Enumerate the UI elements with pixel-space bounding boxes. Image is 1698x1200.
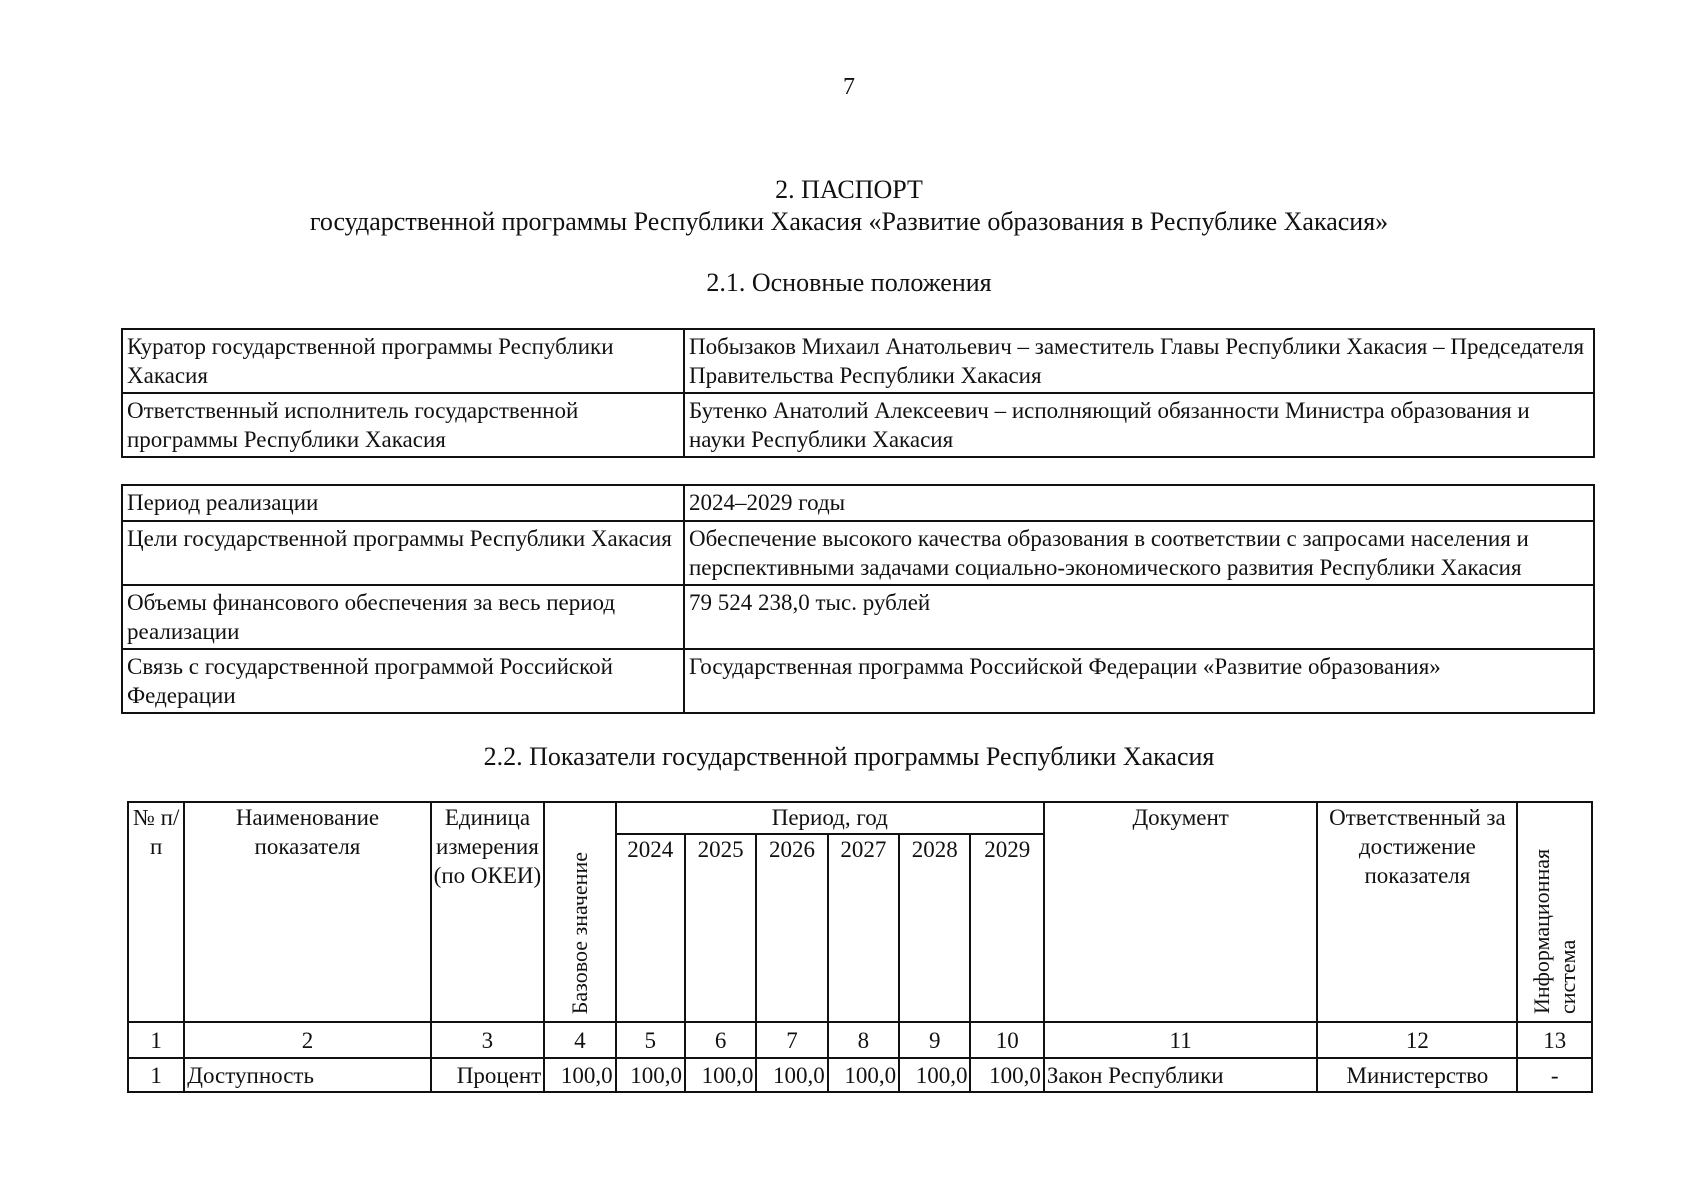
header-year: 2029 xyxy=(970,834,1043,1022)
column-number: 10 xyxy=(970,1022,1043,1058)
header-document: Документ xyxy=(1044,802,1317,1022)
table-row xyxy=(122,485,1594,521)
basic-provisions-table-2 xyxy=(121,484,1595,714)
section-indicators: 2.2. Показатели государственной программы Республики Хакасия xyxy=(483,742,1215,771)
column-number: 7 xyxy=(756,1022,827,1058)
row-label: Объемы финансового обеспечения за весь период реализации xyxy=(122,585,684,649)
column-number: 9 xyxy=(899,1022,970,1058)
header-period: Период, год xyxy=(616,802,1044,834)
row-value: Побызаков Михаил Анатольевич – заместитель Главы Республики Хакасия – Председателя Правительства Республики Хакасия xyxy=(684,329,1594,393)
row-value: 79 524 238,0 тыс. рублей xyxy=(684,585,1594,649)
header-year: 2025 xyxy=(685,834,756,1022)
column-number: 3 xyxy=(431,1022,545,1058)
row-value-2028: 100,0 xyxy=(899,1058,970,1092)
row-value-2029: 100,0 xyxy=(970,1058,1043,1092)
row-label: Цели государственной программы Республики Хакасия xyxy=(122,521,684,585)
column-number: 12 xyxy=(1317,1022,1517,1058)
column-number: 4 xyxy=(544,1022,615,1058)
row-value-2024: 100,0 xyxy=(616,1058,685,1092)
header-base-text: Базовое значение xyxy=(566,851,592,1014)
header-year: 2028 xyxy=(899,834,970,1022)
row-num: 1 xyxy=(128,1058,184,1092)
passport-heading: 2. ПАСПОРТ xyxy=(775,175,923,204)
table-row xyxy=(122,649,1594,713)
program-title: государственной программы Республики Хакасия «Развитие образования в Республике Хакасия» xyxy=(309,207,1389,236)
row-label: Куратор государственной программы Республики Хакасия xyxy=(122,329,684,393)
table-row xyxy=(122,329,1594,393)
header-name: Наименование показателя xyxy=(184,802,430,1022)
column-number: 11 xyxy=(1044,1022,1317,1058)
row-name: Доступность xyxy=(184,1058,430,1092)
row-value-2027: 100,0 xyxy=(828,1058,899,1092)
row-document: Закон Республики xyxy=(1044,1058,1317,1092)
table-row xyxy=(122,521,1594,585)
row-base: 100,0 xyxy=(544,1058,615,1092)
header-row xyxy=(128,802,1592,834)
header-info-system xyxy=(1517,802,1592,1022)
table-row xyxy=(122,585,1594,649)
row-label: Период реализации xyxy=(122,485,684,521)
header-info-system-text: Информационная система xyxy=(1528,848,1580,1014)
header-base xyxy=(544,802,615,1022)
row-value: Бутенко Анатолий Алексеевич – исполняющий обязанности Министра образования и науки Республики Хакасия xyxy=(684,393,1594,457)
column-number: 1 xyxy=(128,1022,184,1058)
row-info-system: - xyxy=(1517,1058,1592,1092)
row-value: 2024–2029 годы xyxy=(684,485,1594,521)
column-number: 6 xyxy=(685,1022,756,1058)
table-row xyxy=(122,393,1594,457)
header-year: 2024 xyxy=(616,834,685,1022)
row-value-2025: 100,0 xyxy=(685,1058,756,1092)
header-year: 2027 xyxy=(828,834,899,1022)
column-number: 8 xyxy=(828,1022,899,1058)
header-responsible: Ответственный за достижение показателя xyxy=(1317,802,1517,1022)
column-number: 5 xyxy=(616,1022,685,1058)
row-label: Связь с государственной программой Российской Федерации xyxy=(122,649,684,713)
section-basic-provisions: 2.1. Основные положения xyxy=(706,268,992,297)
row-unit: Процент xyxy=(431,1058,545,1092)
column-number: 13 xyxy=(1517,1022,1592,1058)
row-label: Ответственный исполнитель государственной программы Республики Хакасия xyxy=(122,393,684,457)
row-value-2026: 100,0 xyxy=(756,1058,827,1092)
basic-provisions-table-1 xyxy=(121,328,1595,458)
table-row xyxy=(128,1058,1592,1092)
header-num: № п/п xyxy=(128,802,184,1022)
row-value: Государственная программа Российской Федерации «Развитие образования» xyxy=(684,649,1594,713)
row-value: Обеспечение высокого качества образования в соответствии с запросами населения и перспективными задачами социально-экономического развития Республики Хакасия xyxy=(684,521,1594,585)
header-unit: Единица измерения (по ОКЕИ) xyxy=(431,802,545,1022)
indicators-table xyxy=(127,801,1593,1093)
header-year: 2026 xyxy=(756,834,827,1022)
page-number: 7 xyxy=(843,74,855,100)
row-responsible: Министерство xyxy=(1317,1058,1517,1092)
column-numbers-row xyxy=(128,1022,1592,1058)
column-number: 2 xyxy=(184,1022,430,1058)
